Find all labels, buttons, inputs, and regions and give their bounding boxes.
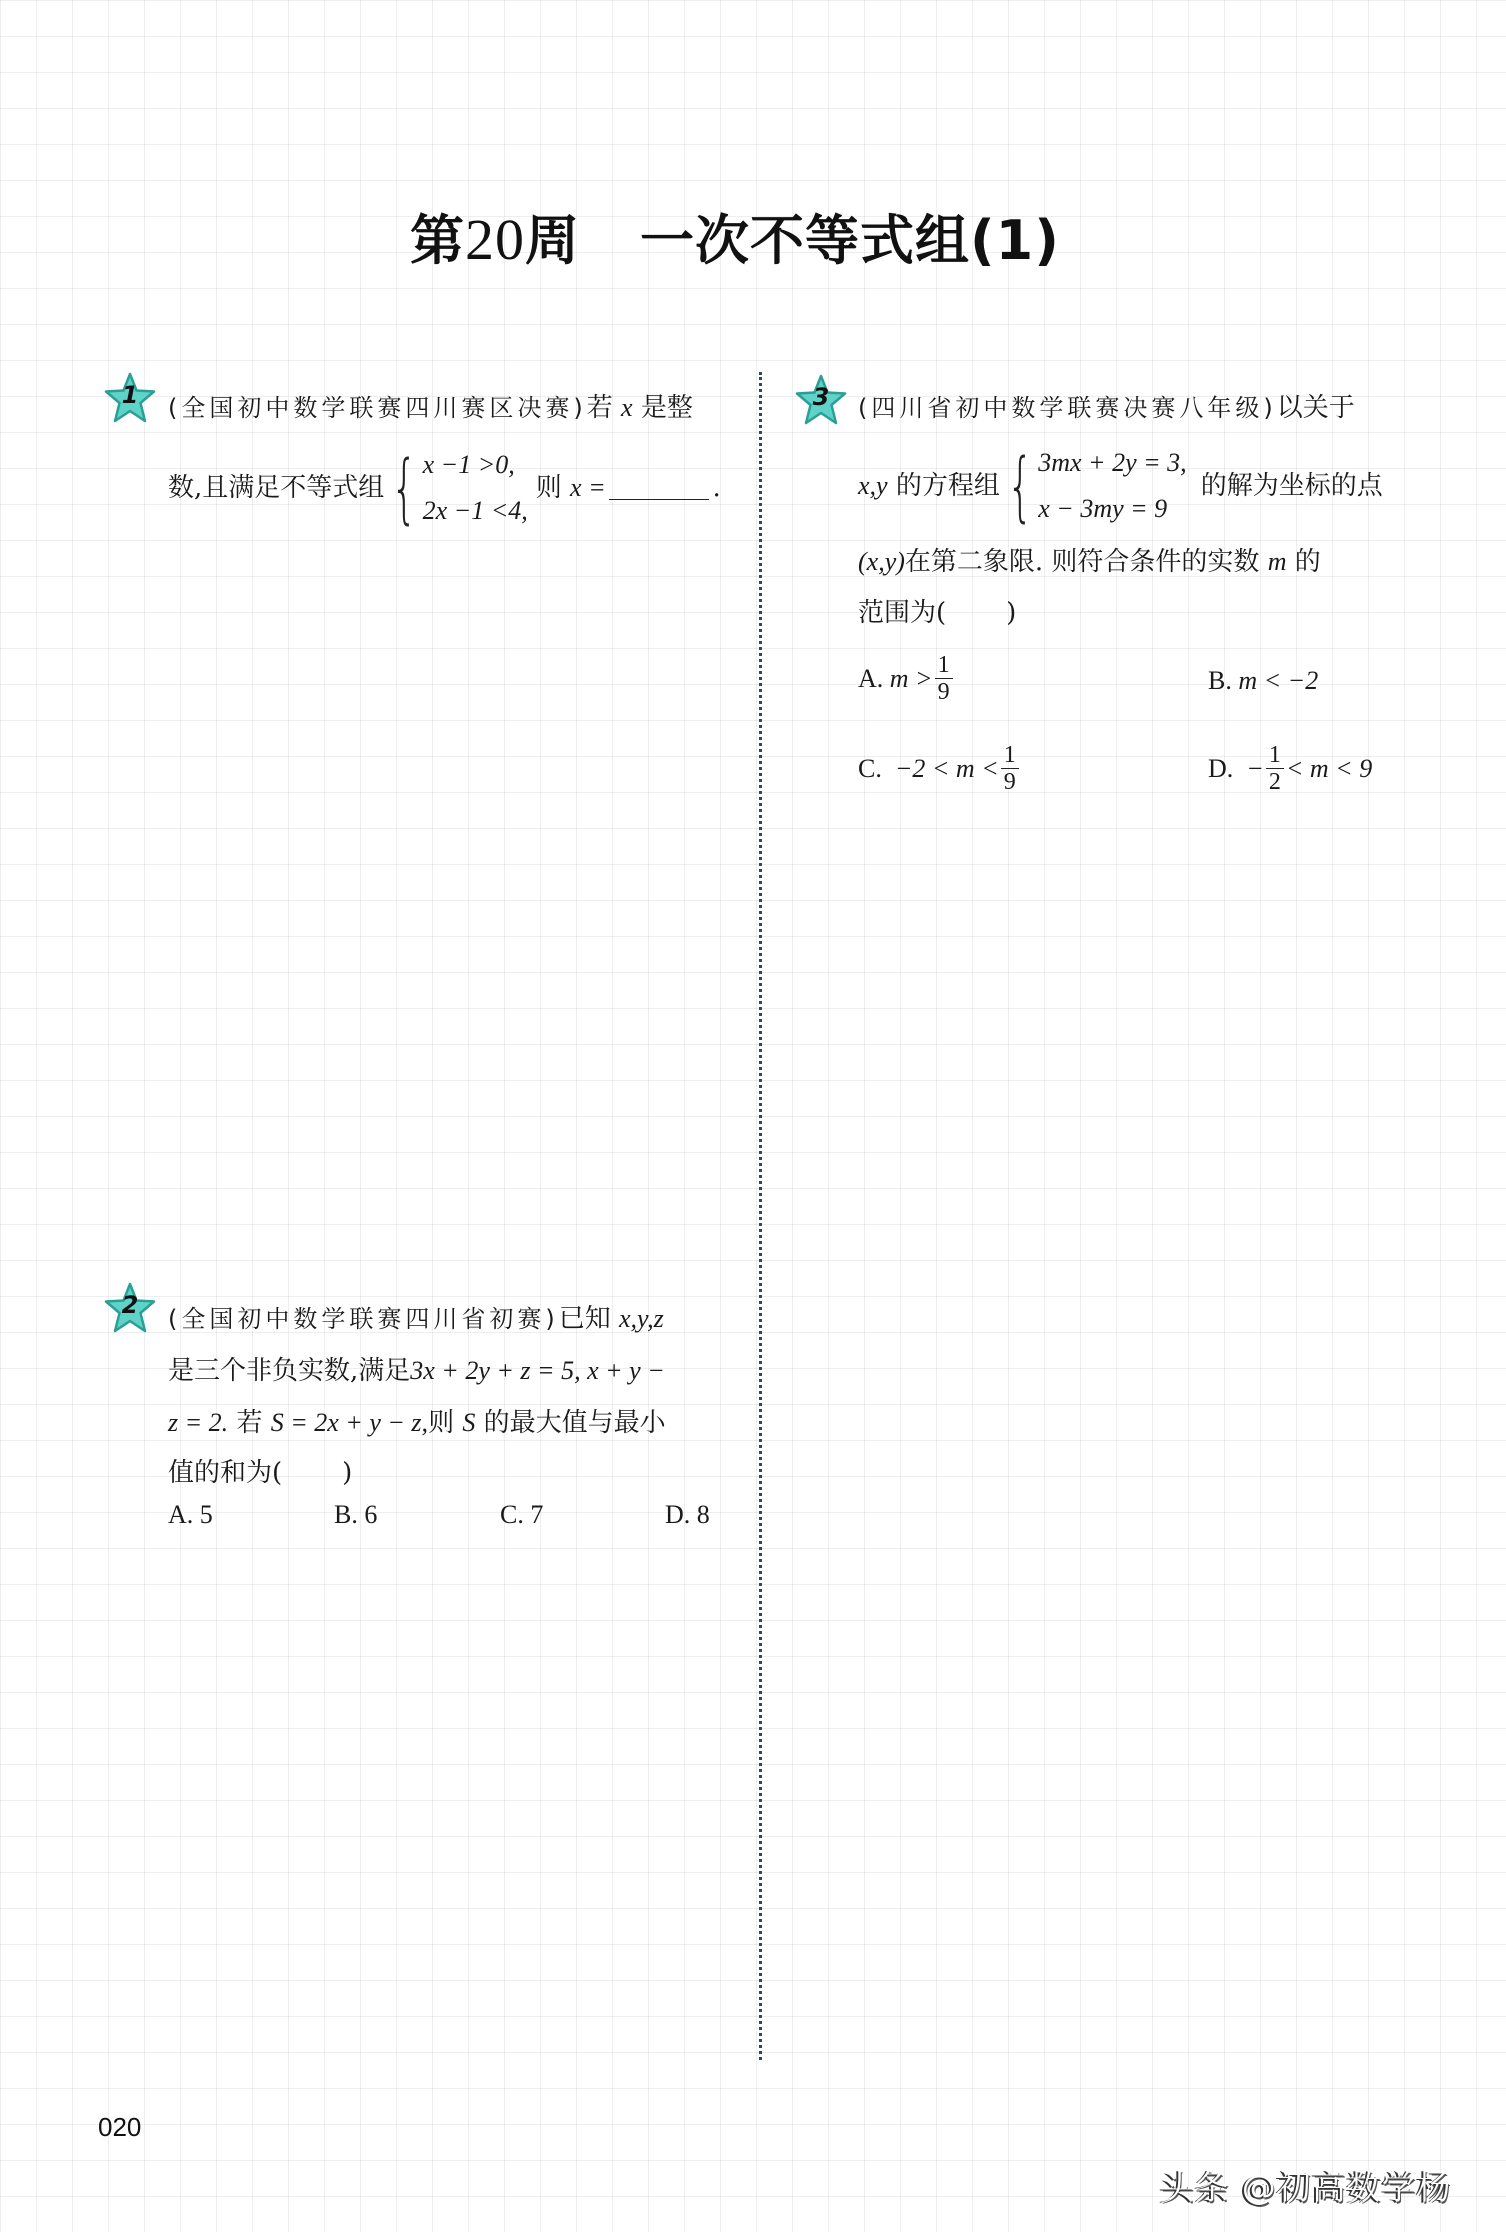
system-row: 3mx + 2y = 3, bbox=[1038, 448, 1187, 477]
problem-1-line-2 bbox=[168, 443, 721, 532]
problem-3-line-1 bbox=[858, 393, 1355, 423]
problem-3-line-4 bbox=[858, 598, 1016, 628]
fraction bbox=[935, 652, 953, 705]
text: 的解为坐标的点 bbox=[1200, 471, 1383, 501]
title-topic: 一次不等式组(1) bbox=[640, 209, 1060, 272]
text: 数,且满足不等式组 bbox=[168, 473, 385, 503]
problem-source: (四川省初中数学联赛决赛八年级) bbox=[858, 394, 1277, 422]
title-week-number: 20 bbox=[465, 207, 525, 272]
fraction bbox=[1266, 742, 1284, 795]
math-expr: S = 2x + y − z, bbox=[270, 1408, 429, 1437]
option-a[interactable] bbox=[858, 652, 955, 705]
math-expr: m > bbox=[889, 663, 933, 693]
page-number: 020 bbox=[98, 2112, 142, 2142]
column-divider bbox=[759, 372, 762, 2060]
text: 若 bbox=[236, 1408, 263, 1438]
text: 范围为( bbox=[858, 598, 947, 628]
text: . bbox=[712, 473, 721, 503]
text: 已知 bbox=[558, 1304, 611, 1334]
problem-source: (全国初中数学联赛四川赛区决赛) bbox=[168, 394, 587, 422]
problem-3-line-2 bbox=[858, 441, 1383, 530]
problem-3-line-3 bbox=[858, 547, 1321, 577]
math-expr: z = 2. bbox=[168, 1408, 229, 1437]
math-expr: 3x + 2y + z = 5, x + y − bbox=[410, 1356, 665, 1385]
text: 则 bbox=[535, 473, 562, 503]
text: 在第二象限. 则符合条件的实数 bbox=[904, 547, 1260, 577]
option-c[interactable] bbox=[858, 742, 1021, 795]
text: 的 bbox=[1294, 547, 1321, 577]
star-icon bbox=[795, 374, 847, 426]
option-label: A. bbox=[858, 663, 884, 693]
system-row: x − 3my = 9 bbox=[1038, 494, 1168, 523]
problem-source: (全国初中数学联赛四川省初赛) bbox=[168, 1305, 559, 1333]
denominator: 9 bbox=[937, 679, 950, 705]
option-b[interactable] bbox=[1208, 666, 1318, 696]
brace: { bbox=[1006, 441, 1034, 530]
problem-number: 1 bbox=[121, 381, 139, 409]
equation-system bbox=[384, 443, 528, 532]
math-var: x,y bbox=[858, 471, 888, 500]
title-prefix: 第 bbox=[410, 209, 465, 272]
problem-2-line-3 bbox=[168, 1408, 666, 1438]
math-var: (x,y) bbox=[858, 547, 905, 576]
numerator: 1 bbox=[1001, 742, 1019, 769]
text: 值的和为( bbox=[168, 1458, 283, 1488]
problem-2-line-1 bbox=[168, 1304, 664, 1334]
text: ) bbox=[1006, 598, 1017, 628]
star-icon bbox=[104, 1282, 156, 1334]
equation-system bbox=[1000, 441, 1187, 530]
page-title bbox=[410, 198, 1060, 275]
option-label: C. bbox=[858, 753, 882, 783]
text: 若 bbox=[586, 393, 613, 423]
text: 是三个非负实数,满足 bbox=[168, 1356, 411, 1386]
fraction bbox=[1001, 742, 1019, 795]
text: 以关于 bbox=[1276, 393, 1355, 423]
option-label: D. bbox=[1208, 753, 1234, 783]
text: 的方程组 bbox=[895, 471, 1000, 501]
denominator: 2 bbox=[1268, 769, 1281, 795]
math-expr: < m < 9 bbox=[1285, 753, 1373, 783]
option-b[interactable]: B. 6 bbox=[334, 1500, 378, 1529]
math-var: m bbox=[1267, 547, 1287, 576]
option-d[interactable]: D. 8 bbox=[665, 1500, 710, 1529]
option-c[interactable]: C. 7 bbox=[500, 1500, 544, 1529]
text: ) bbox=[342, 1458, 353, 1488]
denominator: 9 bbox=[1003, 769, 1016, 795]
math-expr: m < −2 bbox=[1238, 666, 1319, 695]
option-a[interactable]: A. 5 bbox=[168, 1500, 213, 1529]
math-expr: −2 < m < bbox=[894, 753, 999, 783]
numerator: 1 bbox=[935, 652, 953, 679]
system-row: x −1 >0, bbox=[422, 450, 515, 479]
numerator: 1 bbox=[1266, 742, 1284, 769]
text: 则 bbox=[428, 1408, 455, 1438]
watermark: 头条 @初高数学杨 bbox=[1160, 2168, 1452, 2208]
star-icon bbox=[104, 372, 156, 424]
problem-number: 2 bbox=[121, 1291, 139, 1319]
problem-number: 3 bbox=[812, 383, 830, 411]
brace: { bbox=[391, 443, 418, 532]
title-suffix: 周 bbox=[525, 209, 580, 272]
math-expr: − bbox=[1246, 753, 1264, 783]
math-var: x bbox=[570, 473, 582, 502]
math-var: x,y,z bbox=[619, 1304, 664, 1333]
problem-2-line-2 bbox=[168, 1356, 665, 1386]
problem-2-line-4 bbox=[168, 1458, 352, 1488]
math-var: S bbox=[462, 1408, 476, 1437]
system-row: 2x −1 <4, bbox=[422, 496, 528, 525]
math-var: x bbox=[621, 393, 633, 422]
text: = bbox=[589, 473, 605, 502]
problem-1-line-1 bbox=[168, 393, 693, 423]
answer-blank[interactable] bbox=[609, 477, 709, 500]
option-d[interactable] bbox=[1208, 742, 1372, 795]
text: 的最大值与最小 bbox=[483, 1408, 666, 1438]
option-label: B. bbox=[1208, 666, 1232, 695]
text: 是整 bbox=[640, 393, 693, 423]
